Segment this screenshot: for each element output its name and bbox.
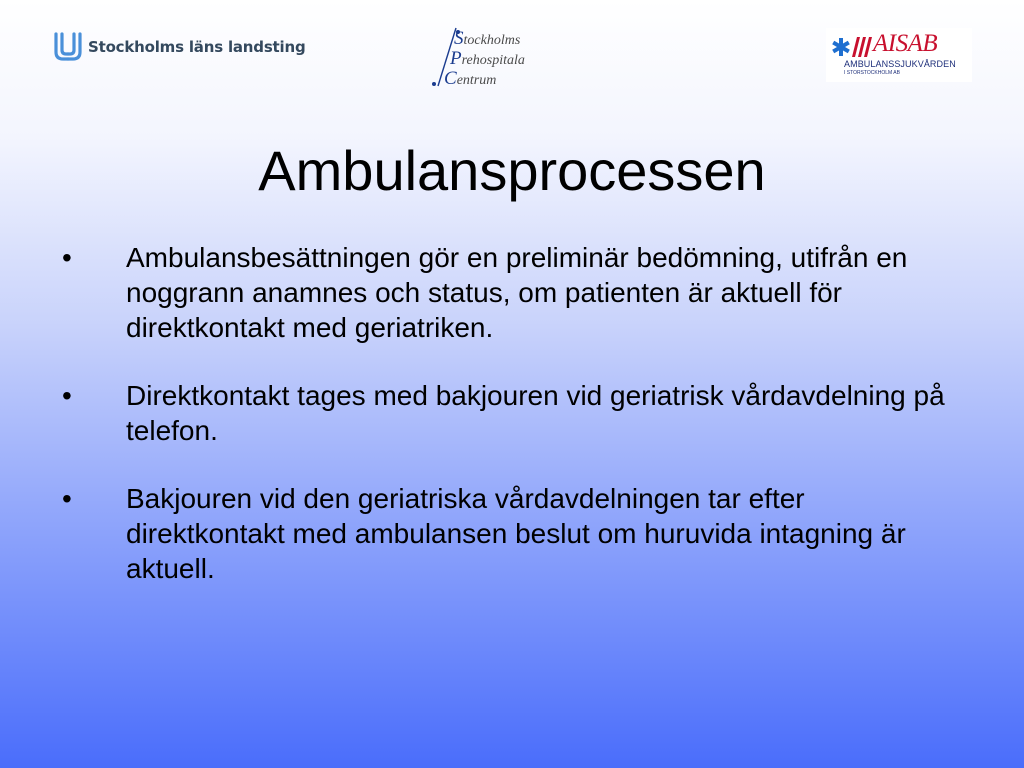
bullet-marker: • — [62, 483, 72, 514]
spc-logo — [426, 24, 556, 92]
aisab-logo-name: AISAB — [873, 30, 938, 57]
bullet-marker: • — [62, 242, 72, 273]
aisab-logo — [826, 28, 972, 82]
bullet-marker: • — [62, 380, 72, 411]
spc-logo-line-2: Prehospitala — [450, 48, 525, 69]
spc-logo-line-3: Centrum — [444, 68, 497, 89]
star-of-life-icon — [832, 35, 872, 59]
slide-title: Ambulansprocessen — [258, 139, 766, 202]
spc-logo-line-1: Stockholms — [454, 28, 521, 49]
bullet-text: Direktkontakt tages med bakjouren vid geriatrisk vårdavdelning på telefon. — [126, 380, 945, 446]
bullet-item — [60, 378, 970, 448]
bullet-item — [60, 481, 970, 586]
sll-mark-icon — [52, 32, 84, 62]
bullet-list — [60, 240, 970, 619]
bullet-text: Ambulansbesättningen gör en preliminär bedömning, utifrån en noggrann anamnes och status, om patienten är aktuell för direktkontakt med geriatriken. — [126, 242, 908, 343]
sll-logo-name: Stockholms läns landsting — [88, 38, 306, 56]
bullet-text: Bakjouren vid den geriatriska vårdavdelningen tar efter direktkontakt med ambulansen beslut om huruvida intagning är aktuell. — [126, 483, 906, 584]
aisab-logo-subtitle-2: I STORSTOCKHOLM AB — [844, 70, 900, 76]
sll-logo — [52, 30, 305, 64]
aisab-logo-subtitle: AMBULANSSJUKVÅRDEN — [844, 59, 956, 69]
bullet-item — [60, 240, 970, 345]
